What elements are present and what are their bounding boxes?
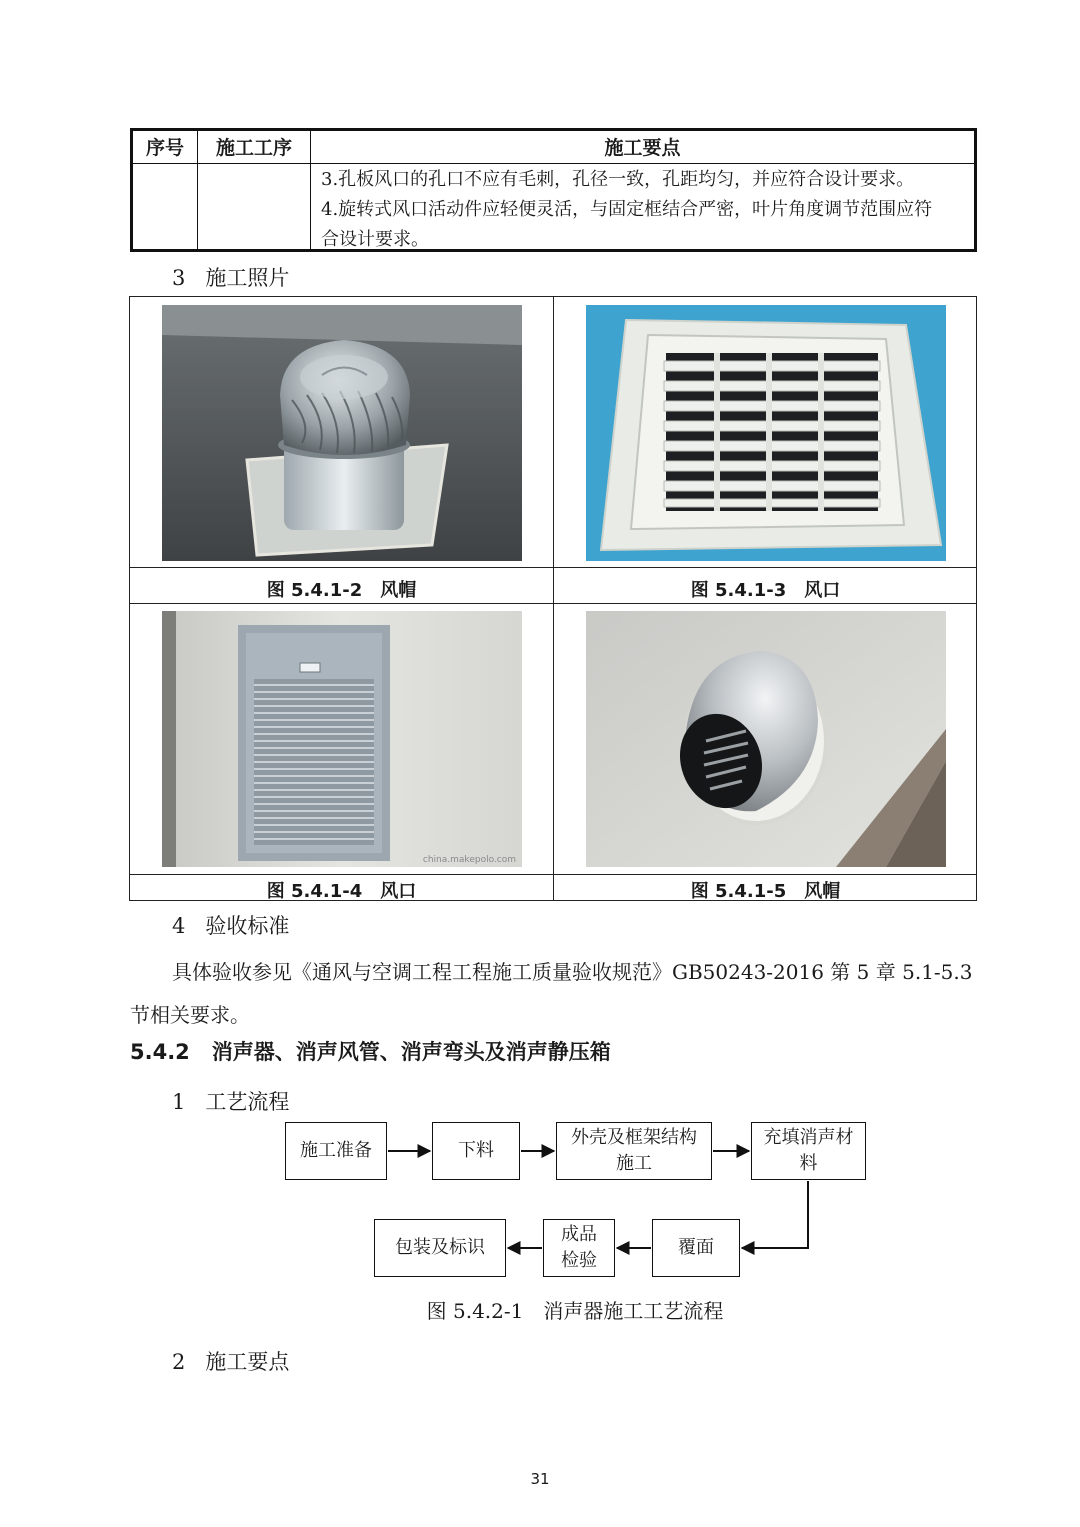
- photo-watermark: china.makepolo.com: [422, 855, 516, 865]
- flow-arrow: [742, 1181, 808, 1248]
- section-title: 施工要点: [205, 1350, 290, 1374]
- header-serial: 序号: [145, 137, 184, 159]
- flow-step-label: 充填消声材: [763, 1127, 854, 1148]
- section-title: 施工照片: [205, 266, 290, 290]
- photo-caption: 图 5.4.1-2 风帽: [266, 580, 417, 601]
- section-number: 1: [172, 1090, 186, 1114]
- flow-step-label: 成品: [561, 1224, 597, 1245]
- acceptance-text-line: 具体验收参见《通风与空调工程工程施工质量验收规范》GB50243-2016 第 5 章 5.1-5.3: [172, 960, 973, 984]
- section-number: 2: [172, 1350, 186, 1374]
- table-line: 3.孔板风口的孔口不应有毛刺，孔径一致，孔距均匀，并应符合设计要求。: [321, 169, 915, 190]
- flowchart-caption: 图 5.4.2-1 消声器施工工艺流程: [426, 1299, 724, 1323]
- table-line: 4.旋转式风口活动件应轻便灵活，与固定框结合严密，叶片角度调节范围应符: [321, 199, 933, 220]
- section-title: 验收标准: [205, 914, 290, 938]
- flow-step-label: 外壳及框架结构: [571, 1127, 697, 1148]
- flow-step-label: 料: [799, 1153, 818, 1174]
- section-number: 4: [172, 914, 186, 938]
- header-process: 施工工序: [215, 137, 292, 159]
- table-line: 合设计要求。: [321, 229, 429, 250]
- photo-caption: 图 5.4.1-5 风帽: [690, 881, 841, 902]
- acceptance-text-line: 节相关要求。: [130, 1003, 250, 1027]
- flow-step-label: 覆面: [678, 1237, 714, 1258]
- key-points-heading: [172, 1346, 289, 1376]
- flow-step-label: 包装及标识: [395, 1237, 485, 1258]
- subsection-number: 5.4.2: [130, 1040, 190, 1064]
- flow-step-label: 施工准备: [300, 1140, 372, 1161]
- photo-caption: 图 5.4.1-3 风口: [690, 580, 841, 601]
- section-title: 工艺流程: [205, 1090, 290, 1114]
- flow-step-label: 下料: [458, 1140, 494, 1161]
- subsection-title: 消声器、消声风管、消声弯头及消声静压箱: [211, 1040, 611, 1064]
- section-number: 3: [172, 266, 186, 290]
- flow-step-label: 施工: [616, 1153, 652, 1174]
- header-key-points: 施工要点: [604, 137, 681, 159]
- photo-caption: 图 5.4.1-4 风口: [266, 881, 417, 902]
- page-number: 31: [530, 1470, 550, 1488]
- flow-step-label: 检验: [561, 1250, 597, 1271]
